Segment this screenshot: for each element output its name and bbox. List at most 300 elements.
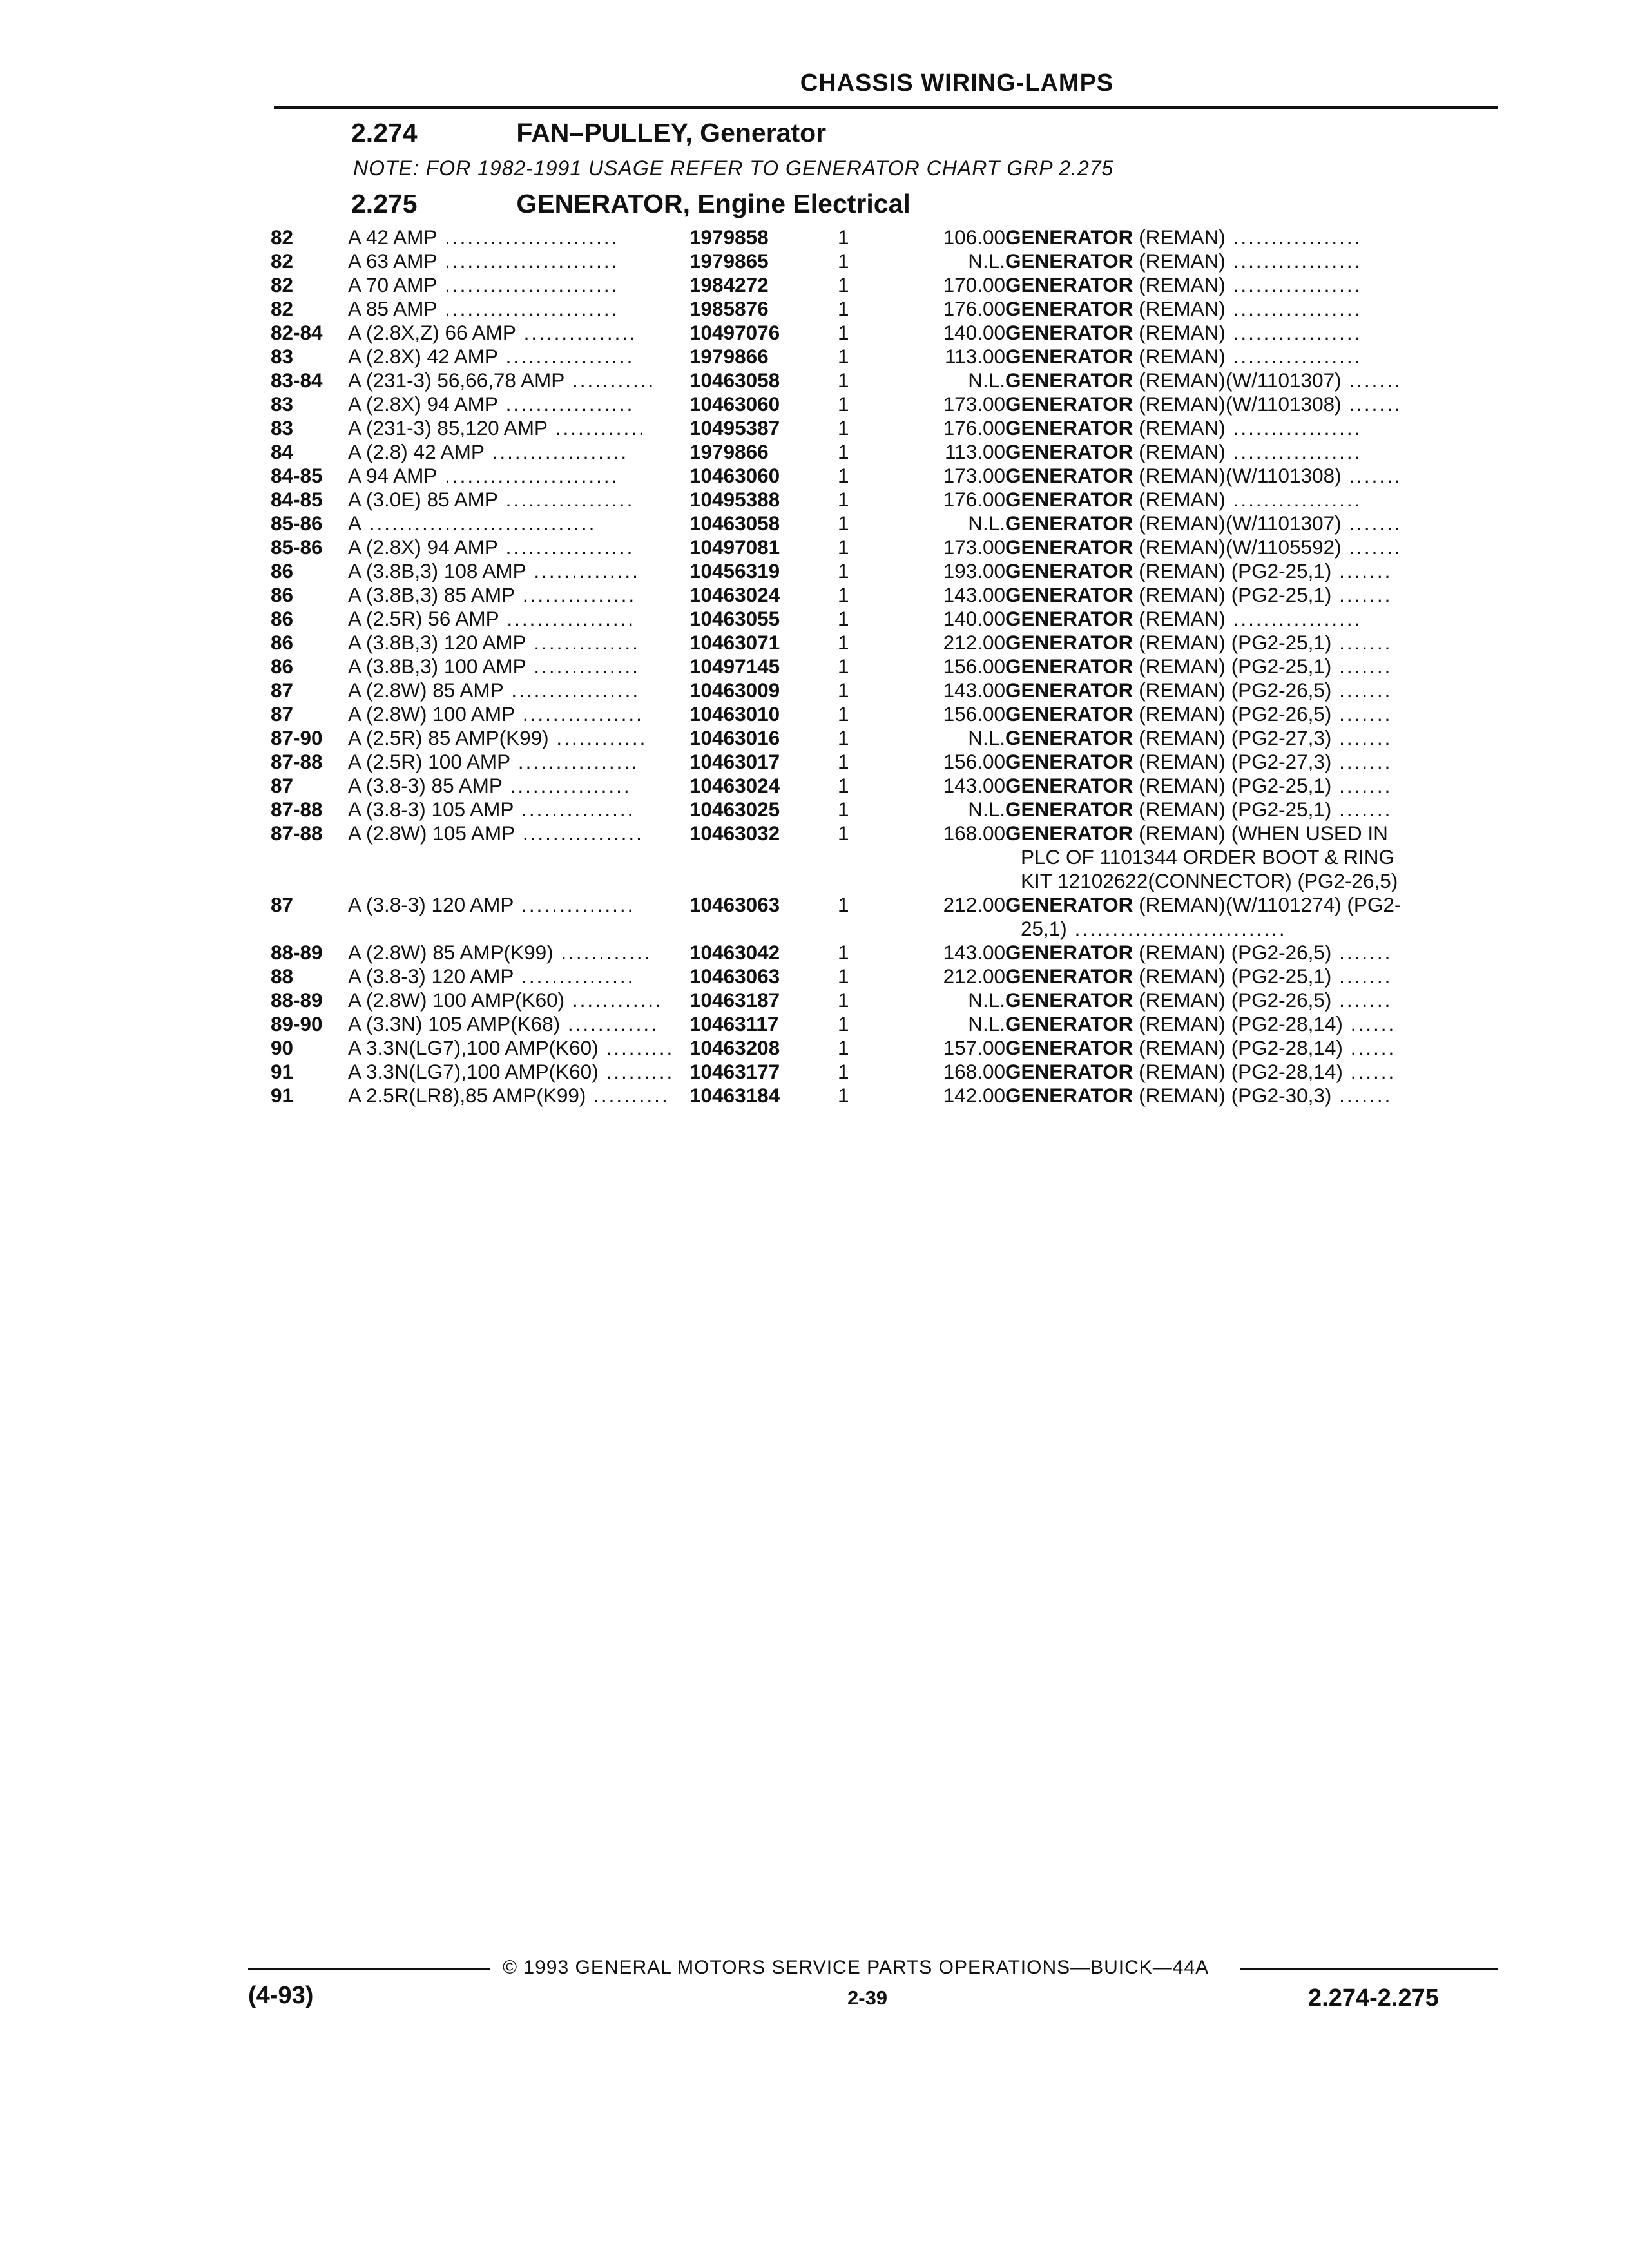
year-cell — [271, 941, 348, 965]
quantity-cell-text: 1 — [838, 1036, 849, 1059]
year-cell-text: 85-86 — [271, 512, 323, 535]
year-cell — [271, 798, 348, 822]
quantity-cell — [838, 345, 902, 369]
table-row-continuation — [271, 917, 1469, 941]
part-name-cell — [1005, 1036, 1469, 1060]
part-name-cell — [1005, 631, 1469, 655]
part-number-cell-text: 10463117 — [689, 1012, 779, 1035]
year-cell — [271, 249, 348, 273]
quantity-cell-text: 1 — [838, 273, 849, 296]
part-name: GENERATOR — [1005, 750, 1133, 773]
quantity-cell — [838, 464, 902, 488]
quantity-cell-text: 1 — [838, 392, 849, 416]
quantity-cell-text: 1 — [838, 488, 849, 511]
part-name-cell — [1005, 488, 1469, 512]
price-cell-text: 106.00 — [943, 226, 1005, 249]
part-number-cell — [689, 297, 838, 321]
description-cell-text: A 2.5R(LR8),85 AMP(K99) — [348, 1084, 586, 1107]
price-cell-text: 156.00 — [943, 750, 1005, 773]
year-cell — [271, 345, 348, 369]
part-number-cell — [689, 965, 838, 988]
price-cell-text: 113.00 — [944, 440, 1005, 463]
part-qualifier: (REMAN)(W/1101308) — [1133, 392, 1342, 416]
quantity-cell-text: 1 — [838, 893, 849, 916]
year-cell-text: 88-89 — [271, 988, 323, 1012]
leader-dots: ............... — [515, 583, 637, 606]
part-qualifier: (REMAN) (PG2-25,1) — [1133, 965, 1332, 988]
description-cell — [348, 535, 689, 559]
description-cell-text: A (2.5R) 85 AMP(K99) — [348, 726, 549, 749]
empty-cell — [902, 845, 1005, 869]
part-number-cell-text: 10495388 — [689, 488, 780, 511]
part-qualifier: (REMAN) — [1133, 345, 1226, 368]
description-cell — [348, 249, 689, 273]
year-cell-text: 86 — [271, 607, 294, 630]
leader-dots: ................ — [502, 774, 631, 797]
leader-dots: .............................. — [361, 512, 597, 535]
part-name-cell — [1005, 535, 1469, 559]
quantity-cell — [838, 941, 902, 965]
price-cell — [902, 249, 1005, 273]
description-cell — [348, 297, 689, 321]
table-row — [271, 678, 1469, 702]
table-row — [271, 893, 1469, 917]
leader-dots: ................. — [497, 535, 635, 559]
leader-dots: ................. — [497, 392, 635, 416]
price-cell — [902, 464, 1005, 488]
price-cell-text: 173.00 — [943, 535, 1005, 559]
part-number-cell-text: 1985876 — [689, 297, 769, 320]
leader-dots: ....... — [1331, 726, 1393, 749]
table-row — [271, 440, 1469, 464]
price-cell-text: 173.00 — [943, 464, 1005, 487]
part-name: GENERATOR — [1005, 464, 1133, 487]
part-name: GENERATOR — [1005, 297, 1133, 320]
year-cell-text: 90 — [271, 1036, 294, 1059]
price-cell-text: N.L. — [968, 726, 1005, 749]
leader-dots: ....................... — [437, 464, 619, 487]
leader-dots: ....... — [1331, 702, 1393, 726]
part-qualifier: (REMAN) — [1133, 297, 1226, 320]
price-cell — [902, 726, 1005, 750]
year-cell-text: 87-90 — [271, 726, 323, 749]
part-number-cell — [689, 345, 838, 369]
description-cell-text: A (2.8W) 105 AMP — [348, 822, 516, 845]
description-cell-text: A (3.8B,3) 100 AMP — [348, 655, 526, 678]
empty-cell — [271, 845, 348, 869]
quantity-cell — [838, 273, 902, 297]
leader-dots: ....... — [1331, 678, 1393, 702]
part-qualifier: (REMAN) — [1133, 416, 1226, 439]
continuation-cell — [1005, 917, 1469, 941]
year-cell — [271, 464, 348, 488]
part-number-cell-text: 10463055 — [689, 607, 780, 630]
part-name-cell — [1005, 607, 1469, 631]
part-qualifier: (REMAN)(W/1101307) — [1133, 512, 1342, 535]
price-cell-text: 173.00 — [943, 392, 1005, 416]
year-cell-text: 83-84 — [271, 369, 323, 392]
part-number-cell — [689, 273, 838, 297]
part-number-cell — [689, 941, 838, 965]
part-number-cell-text: 10463024 — [689, 583, 780, 606]
leader-dots: ....... — [1331, 941, 1393, 964]
part-number-cell-text: 10463017 — [689, 750, 780, 773]
table-row — [271, 249, 1469, 273]
table-row — [271, 1036, 1469, 1060]
part-qualifier: (REMAN) — [1133, 273, 1226, 296]
part-qualifier: (REMAN) (PG2-26,5) — [1133, 941, 1332, 964]
description-cell — [348, 488, 689, 512]
quantity-cell — [838, 583, 902, 607]
part-name: GENERATOR — [1005, 798, 1133, 821]
year-cell-text: 87-88 — [271, 750, 323, 773]
price-cell — [902, 678, 1005, 702]
part-number-cell-text: 10463060 — [689, 392, 780, 416]
table-row-continuation — [271, 845, 1469, 869]
price-cell-text: 143.00 — [943, 583, 1005, 606]
empty-cell — [348, 917, 689, 941]
table-row — [271, 464, 1469, 488]
part-name: GENERATOR — [1005, 726, 1133, 749]
table-row — [271, 535, 1469, 559]
empty-cell — [348, 845, 689, 869]
part-name: GENERATOR — [1005, 488, 1133, 511]
price-cell-text: 143.00 — [943, 774, 1005, 797]
price-cell — [902, 559, 1005, 583]
quantity-cell — [838, 607, 902, 631]
part-name-cell — [1005, 798, 1469, 822]
part-number-cell-text: 10463060 — [689, 464, 780, 487]
section-title: FAN–PULLEY, Generator — [516, 118, 827, 148]
description-cell — [348, 1084, 689, 1108]
description-cell — [348, 941, 689, 965]
price-cell-text: 193.00 — [943, 559, 1005, 582]
part-number-cell — [689, 512, 838, 535]
description-cell — [348, 965, 689, 988]
table-row — [271, 369, 1469, 392]
leader-dots: ................. — [503, 678, 641, 702]
part-name-cell — [1005, 988, 1469, 1012]
quantity-cell-text: 1 — [838, 1084, 849, 1107]
part-number-cell-text: 10463025 — [689, 798, 780, 821]
part-qualifier: (REMAN) (PG2-28,14) — [1133, 1036, 1343, 1059]
description-cell-text: A (2.5R) 100 AMP — [348, 750, 511, 773]
part-name-cell — [1005, 678, 1469, 702]
part-number-cell-text: 1979866 — [689, 440, 769, 463]
part-qualifier: (REMAN) — [1133, 440, 1226, 463]
leader-dots: ....... — [1331, 559, 1393, 582]
part-qualifier: (REMAN) — [1133, 249, 1226, 273]
part-number-cell-text: 10497076 — [689, 321, 780, 344]
quantity-cell — [838, 488, 902, 512]
description-cell — [348, 392, 689, 416]
year-cell-text: 82-84 — [271, 321, 323, 344]
price-cell-text: N.L. — [968, 512, 1005, 535]
description-cell — [348, 1012, 689, 1036]
continuation-cell — [1005, 869, 1469, 893]
empty-cell — [689, 845, 838, 869]
table-row — [271, 583, 1469, 607]
empty-cell — [689, 917, 838, 941]
year-cell — [271, 488, 348, 512]
part-number-cell-text: 1979866 — [689, 345, 769, 368]
leader-dots: ....... — [1331, 1084, 1393, 1107]
year-cell — [271, 559, 348, 583]
part-number-cell-text: 10463058 — [689, 512, 780, 535]
page-number: 2-39 — [847, 1986, 888, 2009]
part-name: GENERATOR — [1005, 535, 1133, 559]
part-name-cell — [1005, 226, 1469, 249]
part-number-cell-text: 10463208 — [689, 1036, 780, 1059]
leader-dots: .............. — [526, 559, 640, 582]
part-number-cell — [689, 726, 838, 750]
part-number-cell — [689, 631, 838, 655]
quantity-cell-text: 1 — [838, 631, 849, 654]
part-name: GENERATOR — [1005, 369, 1133, 392]
description-cell — [348, 369, 689, 392]
part-number-cell-text: 10463177 — [689, 1060, 780, 1083]
table-row — [271, 226, 1469, 249]
quantity-cell — [838, 226, 902, 249]
year-cell — [271, 750, 348, 774]
year-cell — [271, 774, 348, 798]
part-qualifier: (REMAN) (PG2-26,5) — [1133, 988, 1332, 1012]
description-cell-text: A (2.8W) 85 AMP — [348, 678, 504, 702]
table-row — [271, 965, 1469, 988]
year-cell — [271, 297, 348, 321]
year-cell-text: 82 — [271, 249, 294, 273]
quantity-cell — [838, 1036, 902, 1060]
section-number: 2.274 — [351, 118, 418, 148]
part-qualifier: (REMAN) (PG2-26,5) — [1133, 678, 1332, 702]
price-cell-text: N.L. — [968, 1012, 1005, 1035]
quantity-cell — [838, 512, 902, 535]
part-name: GENERATOR — [1005, 678, 1133, 702]
description-cell-text: A (2.8X) 94 AMP — [348, 535, 498, 559]
leader-dots: ................. — [499, 607, 636, 630]
quantity-cell-text: 1 — [838, 583, 849, 606]
quantity-cell-text: 1 — [838, 655, 849, 678]
section-range: 2.274-2.275 — [1308, 1984, 1439, 2012]
part-name: GENERATOR — [1005, 893, 1133, 916]
quantity-cell — [838, 988, 902, 1012]
description-cell — [348, 226, 689, 249]
price-cell — [902, 297, 1005, 321]
quantity-cell — [838, 750, 902, 774]
leader-dots: ............ — [553, 941, 652, 964]
part-number-cell-text: 10463016 — [689, 726, 780, 749]
description-cell-text: A (231-3) 56,66,78 AMP — [348, 369, 565, 392]
price-cell — [902, 345, 1005, 369]
part-name: GENERATOR — [1005, 988, 1133, 1012]
part-number-cell — [689, 893, 838, 917]
quantity-cell — [838, 369, 902, 392]
table-row — [271, 273, 1469, 297]
part-name-cell — [1005, 321, 1469, 345]
part-name: GENERATOR — [1005, 440, 1133, 463]
quantity-cell-text: 1 — [838, 678, 849, 702]
empty-cell — [271, 917, 348, 941]
part-name: GENERATOR — [1005, 631, 1133, 654]
leader-dots: .......... — [586, 1084, 670, 1107]
part-number-cell-text: 1984272 — [689, 273, 769, 296]
price-cell-text: 143.00 — [943, 941, 1005, 964]
price-cell-text: 157.00 — [943, 1036, 1005, 1059]
part-number-cell-text: 10463032 — [689, 822, 780, 845]
part-number-cell — [689, 702, 838, 726]
part-name-cell — [1005, 392, 1469, 416]
year-cell — [271, 607, 348, 631]
quantity-cell-text: 1 — [838, 798, 849, 821]
leader-dots: ....... — [1341, 535, 1402, 559]
year-cell-text: 82 — [271, 297, 294, 320]
part-name: GENERATOR — [1005, 774, 1133, 797]
parts-table-body — [271, 226, 1469, 1108]
price-cell — [902, 941, 1005, 965]
parts-table — [271, 226, 1469, 1108]
price-cell — [902, 1036, 1005, 1060]
table-row — [271, 512, 1469, 535]
year-cell-text: 86 — [271, 559, 294, 582]
description-cell-text: A (2.8W) 100 AMP — [348, 702, 516, 726]
price-cell — [902, 273, 1005, 297]
quantity-cell — [838, 774, 902, 798]
table-row — [271, 416, 1469, 440]
price-cell — [902, 1012, 1005, 1036]
description-cell-text: A (2.8W) 85 AMP(K99) — [348, 941, 554, 964]
leader-dots: ................. — [1225, 607, 1362, 630]
leader-dots: ...... — [1342, 1036, 1396, 1059]
date-code: (4-93) — [248, 1982, 314, 2009]
year-cell — [271, 440, 348, 464]
part-number-cell-text: 10463187 — [689, 988, 780, 1012]
table-row — [271, 488, 1469, 512]
part-qualifier: (REMAN) — [1133, 226, 1226, 249]
leader-dots: ............... — [514, 893, 635, 916]
part-name: GENERATOR — [1005, 321, 1133, 344]
quantity-cell — [838, 798, 902, 822]
leader-dots: ....... — [1331, 750, 1393, 773]
description-cell-text: A 3.3N(LG7),100 AMP(K60) — [348, 1060, 599, 1083]
description-cell-text: A — [348, 512, 362, 535]
year-cell — [271, 822, 348, 845]
part-number-cell — [689, 822, 838, 845]
year-cell-text: 89-90 — [271, 1012, 323, 1035]
part-qualifier: (REMAN)(W/1101274) (PG2- — [1133, 893, 1402, 916]
continuation-text: KIT 12102622(CONNECTOR) (PG2-26,5) — [1021, 869, 1398, 892]
year-cell — [271, 512, 348, 535]
leader-dots: ................. — [1225, 440, 1362, 463]
quantity-cell-text: 1 — [838, 321, 849, 344]
part-name: GENERATOR — [1005, 965, 1133, 988]
quantity-cell — [838, 631, 902, 655]
leader-dots: ....... — [1331, 583, 1393, 606]
description-cell-text: A (2.8W) 100 AMP(K60) — [348, 988, 565, 1012]
leader-dots: ............ — [547, 416, 646, 439]
leader-dots: ............... — [514, 798, 635, 821]
description-cell — [348, 1036, 689, 1060]
leader-dots: .................. — [484, 440, 629, 463]
part-qualifier: (REMAN) (PG2-30,3) — [1133, 1084, 1332, 1107]
part-qualifier: (REMAN) (PG2-27,3) — [1133, 726, 1332, 749]
description-cell — [348, 583, 689, 607]
year-cell — [271, 988, 348, 1012]
part-number-cell-text: 10497081 — [689, 535, 780, 559]
part-number-cell — [689, 226, 838, 249]
year-cell — [271, 1012, 348, 1036]
description-cell-text: A 94 AMP — [348, 464, 438, 487]
leader-dots: ................. — [1225, 273, 1362, 296]
part-qualifier: (REMAN) — [1133, 607, 1226, 630]
year-cell-text: 86 — [271, 631, 294, 654]
year-cell — [271, 535, 348, 559]
leader-dots: ....... — [1331, 774, 1393, 797]
quantity-cell-text: 1 — [838, 249, 849, 273]
price-cell — [902, 321, 1005, 345]
leader-dots: ....... — [1341, 369, 1402, 392]
year-cell — [271, 226, 348, 249]
part-qualifier: (REMAN) (PG2-25,1) — [1133, 631, 1332, 654]
empty-cell — [838, 917, 902, 941]
part-name-cell — [1005, 774, 1469, 798]
year-cell-text: 82 — [271, 273, 294, 296]
price-cell — [902, 416, 1005, 440]
leader-dots: ....... — [1331, 631, 1393, 654]
description-cell — [348, 321, 689, 345]
part-number-cell-text: 10463063 — [689, 965, 780, 988]
quantity-cell-text: 1 — [838, 512, 849, 535]
price-cell — [902, 535, 1005, 559]
price-cell-text: 142.00 — [943, 1084, 1005, 1107]
quantity-cell-text: 1 — [838, 559, 849, 582]
part-name-cell — [1005, 655, 1469, 678]
quantity-cell-text: 1 — [838, 941, 849, 964]
part-number-cell — [689, 559, 838, 583]
leader-dots: ................. — [1225, 416, 1362, 439]
quantity-cell-text: 1 — [838, 226, 849, 249]
leader-dots: ....... — [1341, 464, 1402, 487]
part-name: GENERATOR — [1005, 392, 1133, 416]
part-number-cell-text: 10463009 — [689, 678, 780, 702]
leader-dots: ....... — [1331, 798, 1393, 821]
quantity-cell — [838, 726, 902, 750]
quantity-cell — [838, 1012, 902, 1036]
leader-dots: ................. — [1225, 297, 1362, 320]
part-name: GENERATOR — [1005, 941, 1133, 964]
table-row — [271, 726, 1469, 750]
part-name: GENERATOR — [1005, 273, 1133, 296]
part-name-cell — [1005, 1012, 1469, 1036]
continuation-text: 25,1) — [1021, 917, 1067, 940]
part-number-cell — [689, 440, 838, 464]
description-cell — [348, 345, 689, 369]
year-cell-text: 87 — [271, 678, 294, 702]
year-cell-text: 86 — [271, 583, 294, 606]
section-2-274-heading — [351, 118, 826, 148]
description-cell — [348, 798, 689, 822]
quantity-cell — [838, 678, 902, 702]
price-cell-text: 156.00 — [943, 702, 1005, 726]
part-name-cell — [1005, 941, 1469, 965]
description-cell-text: A (2.8X,Z) 66 AMP — [348, 321, 516, 344]
year-cell-text: 87 — [271, 702, 294, 726]
price-cell-text: 176.00 — [943, 297, 1005, 320]
description-cell-text: A (3.3N) 105 AMP(K68) — [348, 1012, 561, 1035]
table-row — [271, 750, 1469, 774]
year-cell-text: 84-85 — [271, 464, 323, 487]
leader-dots: ...... — [1342, 1060, 1396, 1083]
table-row — [271, 822, 1469, 845]
